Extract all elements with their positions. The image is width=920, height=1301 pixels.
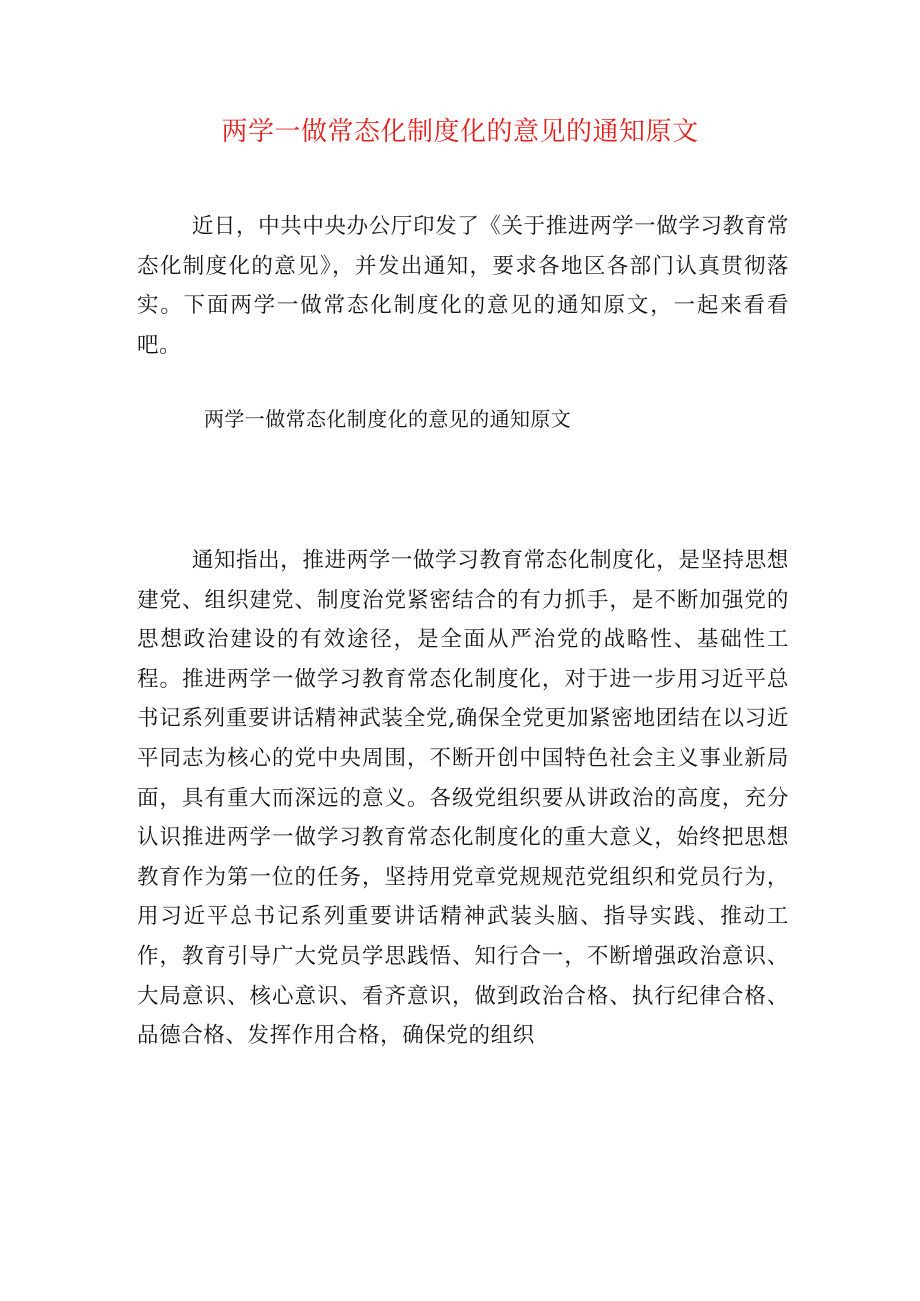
document-title: 两学一做常态化制度化的意见的通知原文 — [221, 117, 699, 147]
body-paragraph: 通知指出，推进两学一做学习教育常态化制度化，是坚持思想建党、组织建党、制度治党紧密结合的有力抓手，是不断加强党的思想政治建设的有效途径，是全面从严治党的战略性、基础性工程。推进两学一做学习教育常态化制度化，对于进一步用习近平总书记系列重要讲话精神武装全党,确保全党更加紧密地团结在以习近平同志为核心的党中央周围，不断开创中国特色社会主义事业新局面，具有重大而深远的意义。各级党组织要从讲政治的高度，充分认识推进两学一做学习教育常态化制度化的重大意义，始终把思想教育作为第一位的任务，坚持用党章党规规范党组织和党员行为，用习近平总书记系列重要讲话精神武装头脑、指导实践、推动工作，教育引导广大党员学思践悟、知行合一，不断增强政治意识、大局意识、核心意识、看齐意识，做到政治合格、执行纪律合格、品德合格、发挥作用合格，确保党的组织 — [137, 548, 789, 1049]
section-subtitle: 两学一做常态化制度化的意见的通知原文 — [204, 407, 572, 431]
intro-paragraph: 近日，中共中央办公厅印发了《关于推进两学一做学习教育常态化制度化的意见》，并发出通知，要求各地区各部门认真贯彻落实。下面两学一做常态化制度化的意见的通知原文，一起来看看吧。 — [137, 214, 789, 358]
